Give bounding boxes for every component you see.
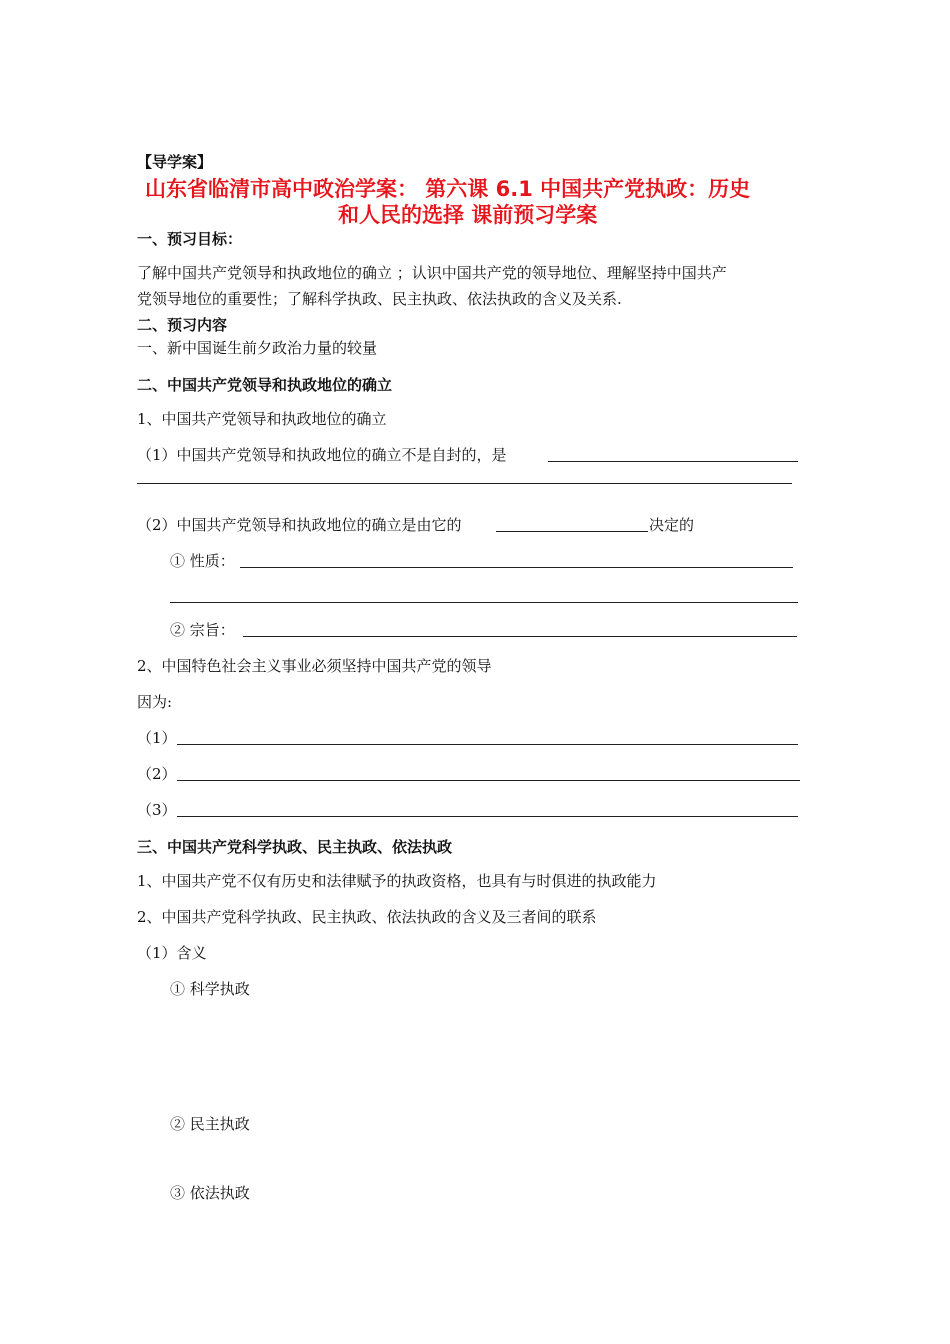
blank-line [177, 780, 800, 781]
doc-tag: 【导学案】 [137, 153, 213, 171]
reason-label-1: （1） [137, 729, 177, 747]
item-2-1: 1、中国共产党领导和执政地位的确立 [137, 410, 387, 428]
doc-title-line1: 山东省临清市高中政治学案： 第六课 6.1 中国共产党执政：历史 [145, 177, 751, 201]
item-3-1: 1、中国共产党不仅有历史和法律赋予的执政资格，也具有与时俱进的执政能力 [137, 872, 657, 890]
meaning-label: （1）含义 [137, 944, 207, 962]
section-heading-objectives: 一、预习目标： [137, 230, 243, 248]
because-label: 因为: [137, 693, 173, 711]
reason-label-2: （2） [137, 765, 177, 783]
objective-line-2: 党领导地位的重要性；了解科学执政、民主执政、依法执政的含义及关系. [137, 290, 622, 308]
part-heading-3: 三、中国共产党科学执政、民主执政、依法执政 [137, 838, 453, 856]
blank-line [548, 461, 798, 462]
nature-label: ① 性质： [170, 552, 235, 570]
part-heading-1: 一、新中国诞生前夕政治力量的较量 [137, 339, 378, 357]
blank-line [170, 602, 798, 603]
blank-line [243, 636, 797, 637]
blank-line [177, 744, 798, 745]
purpose-label: ② 宗旨： [170, 621, 235, 639]
blank-line [496, 531, 648, 532]
part-heading-2: 二、中国共产党领导和执政地位的确立 [137, 376, 393, 394]
reason-label-3: （3） [137, 801, 177, 819]
item-2-2: 2、中国特色社会主义事业必须坚持中国共产党的领导 [137, 657, 492, 675]
item-2-1-2: （2）中国共产党领导和执政地位的确立是由它的 [137, 516, 462, 534]
meaning-item-law: ③ 依法执政 [170, 1184, 250, 1202]
objective-line-1: 了解中国共产党领导和执政地位的确立 ；认识中国共产党的领导地位、理解坚持中国共产 [137, 264, 727, 282]
doc-title-line2: 和人民的选择 课前预习学案 [338, 203, 598, 227]
item-3-2: 2、中国共产党科学执政、民主执政、依法执政的含义及三者间的联系 [137, 908, 597, 926]
blank-line [177, 816, 798, 817]
blank-line [137, 483, 792, 484]
item-2-1-1: （1）中国共产党领导和执政地位的确立不是自封的，是 [137, 446, 507, 464]
item-2-1-2-suffix: 决定的 [649, 516, 695, 534]
section-heading-content: 二、预习内容 [137, 316, 228, 334]
meaning-item-scientific: ① 科学执政 [170, 980, 250, 998]
blank-line [240, 567, 793, 568]
meaning-item-democratic: ② 民主执政 [170, 1115, 250, 1133]
